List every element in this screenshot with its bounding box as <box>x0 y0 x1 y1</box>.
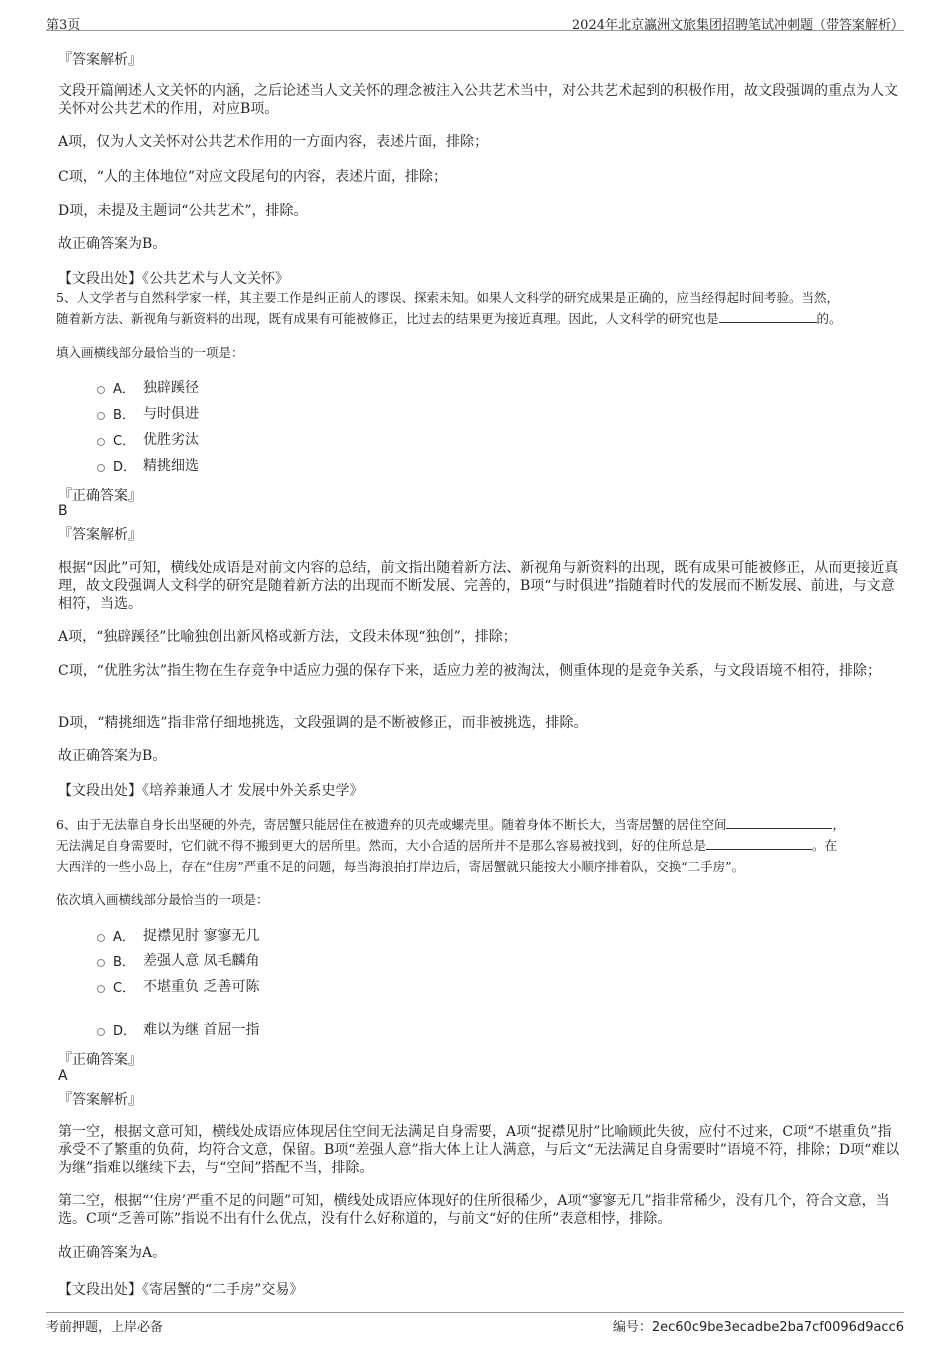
q4-source: 【文段出处】《公共艺术与人文关怀》 <box>58 271 289 287</box>
option-text: 不堪重负 乏善可陈 <box>143 979 260 995</box>
page-header <box>46 8 904 31</box>
radio-icon[interactable] <box>97 412 105 420</box>
q6-analysis-p2: 第二空，根据“‘住房’严重不足的问题”可知，横线处成语应体现好的住所很稀少，A项“寥寥无几”指非常稀少，没有几个，符合文意，当选。C项“乏善可陈”指说不出有什么优点，没有什么好称道的，与前文“好的住所”表意相悖，排除。 <box>58 1193 890 1227</box>
radio-icon[interactable] <box>97 1028 105 1036</box>
q5-option-c[interactable] <box>97 429 199 449</box>
q6-blank-1 <box>726 816 832 829</box>
option-letter: A． <box>113 381 135 397</box>
q5-stem-line2 <box>56 308 900 329</box>
page-footer <box>46 1312 904 1337</box>
option-text: 捉襟见肘 寥寥无几 <box>143 928 260 944</box>
footer-serial <box>613 1316 904 1335</box>
q5-stem <box>56 287 900 329</box>
q5-correct-label: 『正确答案』 <box>58 488 142 504</box>
q5-prompt: 填入画横线部分最恰当的一项是： <box>56 345 244 360</box>
q5-source: 【文段出处】《培养兼通人才 发展中外关系史学》 <box>58 783 364 799</box>
q5-correct-answer: B <box>58 503 68 519</box>
q5-option-a[interactable] <box>97 377 199 397</box>
q6-correct-answer: A <box>58 1068 68 1084</box>
q6-stem-text-2: 无法满足自身需要时，它们就不得不搬到更大的居所里。然而，大小合适的居所并不是那么容易被找到，好的住所总是 <box>56 838 707 853</box>
q5-stem-line1: 5、人文学者与自然科学家一样，其主要工作是纠正前人的谬误、探索未知。如果人文科学的研究成果是正确的，应当经得起时间考验。当然， <box>56 290 839 305</box>
q5-blank <box>719 310 817 323</box>
option-text: 难以为继 首屈一指 <box>143 1022 260 1038</box>
radio-icon[interactable] <box>97 985 105 993</box>
q6-source: 【文段出处】《寄居蟹的“二手房”交易》 <box>58 1282 304 1298</box>
option-letter: C． <box>113 980 136 996</box>
q5-analysis-p4: D项，“精挑细选”指非常仔细地挑选，文段强调的是不断被修正，而非被挑选，排除。 <box>58 715 588 731</box>
q4-analysis-label: 『答案解析』 <box>58 52 142 68</box>
q6-stem-end-2: 。在 <box>812 838 838 853</box>
q6-stem-text-1: 6、由于无法靠自身长出坚硬的外壳，寄居蟹只能居住在被遗弃的贝壳或螺壳里。随着身体不断长大，当寄居蟹的居住空间 <box>56 817 727 832</box>
q5-analysis-p3: C项，“优胜劣汰”指生物在生存竞争中适应力强的保存下来，适应力差的被淘汰，侧重体现的是竞争关系，与文段语境不相符，排除； <box>58 663 882 679</box>
q5-option-b[interactable] <box>97 403 199 423</box>
q4-analysis-p1: 文段开篇阐述人文关怀的内涵，之后论述当人文关怀的理念被注入公共艺术当中，对公共艺术起到的积极作用，故文段强调的重点为人文关怀对公共艺术的作用，对应B项。 <box>58 83 898 117</box>
q5-analysis-p1: 根据“因此”可知，横线处成语是对前文内容的总结，前文指出随着新方法、新视角与新资料的出现，既有成果可能被修正，从而更接近真理，故文段强调人文科学的研究是随着新方法的出现而不断发展、完善的，B项“与时俱进”指随着时代的发展而不断发展、前进，与文意相符，当选。 <box>58 560 899 612</box>
q6-analysis-p1: 第一空，根据文意可知，横线处成语应体现居住空间无法满足自身需要，A项“捉襟见肘”比喻顾此失彼，应付不过来，C项“不堪重负”指承受不了繁重的负荷，均符合文意，保留。B项“差强人意”指大体上让人满意，与后文“无法满足自身需要时”语境不符，排除；D项“难以为继”指难以继续下去，与“空间”搭配不当，排除。 <box>58 1124 900 1176</box>
radio-icon[interactable] <box>97 464 105 472</box>
footer-serial-code: 2ec60c9be3ecadbe2ba7cf0096d9acc6 <box>651 1320 904 1335</box>
q6-correct-label: 『正确答案』 <box>58 1052 142 1068</box>
footer-slogan: 考前押题，上岸必备 <box>46 1320 164 1335</box>
option-letter: A． <box>113 929 135 945</box>
q6-blank-2 <box>706 837 812 850</box>
q6-stem-line3: 大西洋的一些小岛上，存在“住房”严重不足的问题，每当海浪拍打岸边后，寄居蟹就只能按大小顺序排着队，交换“二手房”。 <box>56 859 745 874</box>
option-letter: B． <box>113 954 135 970</box>
q6-option-b[interactable] <box>97 950 259 970</box>
q4-analysis-p4: D项，未提及主题词“公共艺术”，排除。 <box>58 203 308 219</box>
option-text: 精挑细选 <box>143 458 199 474</box>
q4-analysis-p3: C项，“人的主体地位”对应文段尾句的内容，表述片面，排除； <box>58 169 448 185</box>
q6-prompt: 依次填入画横线部分最恰当的一项是： <box>56 892 269 907</box>
radio-icon[interactable] <box>97 934 105 942</box>
q4-analysis-p5: 故正确答案为B。 <box>58 236 167 252</box>
q5-analysis-p2: A项，“独辟蹊径”比喻独创出新风格或新方法，文段未体现“独创”，排除； <box>58 629 517 645</box>
q5-analysis-label: 『答案解析』 <box>58 527 142 543</box>
option-text: 与时俱进 <box>143 406 199 422</box>
page-number: 第3页 <box>46 18 81 33</box>
radio-icon[interactable] <box>97 438 105 446</box>
option-letter: D． <box>113 459 137 475</box>
q5-option-d[interactable] <box>97 455 199 475</box>
q6-stem <box>56 814 900 877</box>
radio-icon[interactable] <box>97 959 105 967</box>
q6-analysis-label: 『答案解析』 <box>58 1092 142 1108</box>
q5-stem-text: 随着新方法、新视角与新资料的出现，既有成果有可能被修正，比过去的结果更为接近真理。因此，人文科学的研究也是 <box>56 311 719 326</box>
option-text: 优胜劣汰 <box>143 432 199 448</box>
q6-option-c[interactable] <box>97 976 259 996</box>
option-letter: D． <box>113 1023 137 1039</box>
q6-stem-end-1: ， <box>832 817 845 832</box>
option-letter: C． <box>113 433 136 449</box>
option-text: 独辟蹊径 <box>143 380 199 396</box>
document-title: 2024年北京瀛洲文旅集团招聘笔试冲刺题（带答案解析） <box>571 18 904 33</box>
q5-stem-end: 的。 <box>816 311 842 326</box>
radio-icon[interactable] <box>97 386 105 394</box>
q6-stem-line2 <box>56 835 900 856</box>
q6-stem-line1 <box>56 814 900 835</box>
footer-serial-label: 编号： <box>612 1320 652 1335</box>
q5-analysis-p5: 故正确答案为B。 <box>58 748 167 764</box>
q6-option-a[interactable] <box>97 925 259 945</box>
q6-analysis-p3: 故正确答案为A。 <box>58 1245 167 1261</box>
q4-analysis-p2: A项，仅为人文关怀对公共艺术作用的一方面内容，表述片面，排除； <box>58 134 489 150</box>
option-text: 差强人意 凤毛麟角 <box>143 953 260 969</box>
q6-option-d[interactable] <box>97 1019 259 1039</box>
option-letter: B． <box>113 407 135 423</box>
